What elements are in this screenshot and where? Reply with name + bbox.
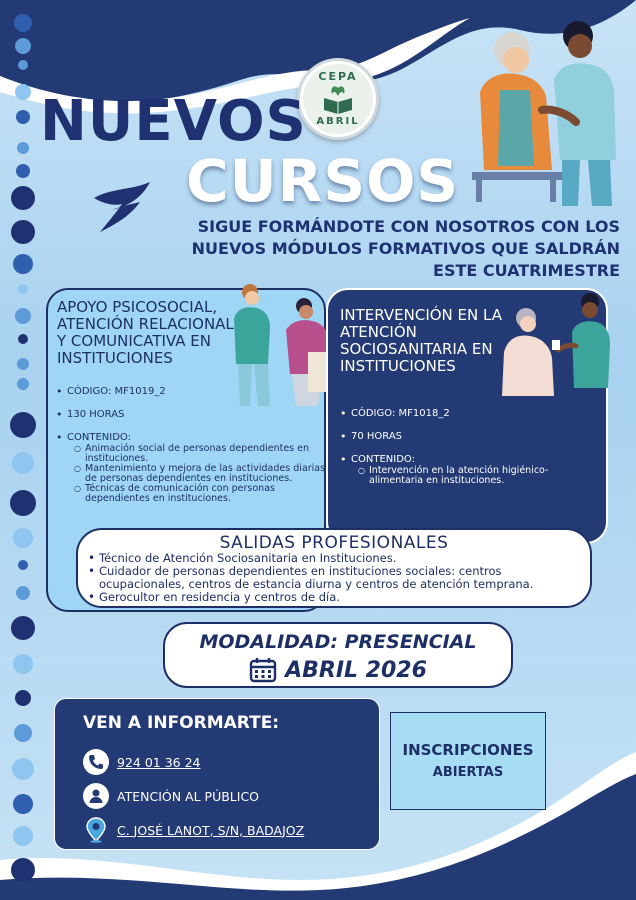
course-left-content [56, 432, 326, 504]
subtitle: SIGUE FORMÁNDOTE CON NOSOTROS CON LOS NUEVOS MÓDULOS FORMATIVOS QUE SALDRÁN ESTE CUATRIMESTRE [191, 217, 620, 280]
list-item: • Técnico de Atención Sociosanitaria en Instituciones. [88, 552, 586, 565]
caregiver-illustration [450, 10, 630, 210]
address-row[interactable] [83, 817, 304, 843]
calendar-icon [249, 657, 277, 683]
registration-status: ABIERTAS [432, 765, 504, 780]
list-item: • Gerocultor en residencia y centros de día. [88, 591, 586, 604]
contact-title: VEN A INFORMARTE: [83, 713, 280, 733]
attention-row [83, 783, 259, 809]
phone-number[interactable]: 924 01 36 24 [117, 754, 201, 770]
course-right-content [340, 454, 600, 486]
professional-outcomes-list [88, 552, 586, 604]
book-plant-icon [320, 84, 356, 114]
professional-outcomes-box [76, 528, 592, 608]
phone-row[interactable] [83, 749, 201, 775]
decorative-dot-column [10, 14, 40, 894]
course-left-hours: • 130 HORAS [56, 409, 326, 420]
professional-outcomes-title: SALIDAS PROFESIONALES [219, 533, 449, 553]
list-item: • Cuidador de personas dependientes en instituciones sociales: centros ocupacionales, centros de estancia diurna y centros de atención temprana. [88, 565, 586, 591]
title-line-1: NUEVOS [40, 89, 307, 154]
modality-box [163, 622, 513, 688]
list-item: ○ Técnicas de comunicación con personas dependientes en instituciones. [67, 484, 326, 504]
address-text[interactable]: C. JOSÉ LANOT, S/N, BADAJOZ [117, 822, 305, 838]
nurse-with-elderly-illustration [226, 282, 332, 412]
modality-label: MODALIDAD: PRESENCIAL [199, 631, 477, 653]
start-date: ABRIL 2026 [285, 657, 427, 683]
swoosh-decoration [92, 180, 162, 240]
list-item: ○ Mantenimiento y mejora de las actividades diarias de personas dependientes en instituciones. [67, 464, 326, 484]
course-right-content-list [351, 466, 600, 486]
course-left-title: APOYO PSICOSOCIAL, ATENCIÓN RELACIONAL Y COMUNICATIVA EN INSTITUCIONES [57, 298, 234, 367]
course-left-code: • CÓDIGO: MF1019_2 [56, 386, 326, 397]
course-left-content-label: CONTENIDO: [67, 432, 131, 443]
logo-top-text: CEPA [318, 70, 358, 83]
start-date-row [165, 657, 511, 683]
logo-bottom-text: ABRIL [316, 116, 360, 127]
attention-label: ATENCIÓN AL PÚBLICO [117, 788, 260, 804]
nurse-serving-patient-illustration [498, 292, 614, 400]
location-pin-icon [83, 817, 109, 843]
phone-icon [83, 749, 109, 775]
list-item: ○ Intervención en la atención higiénico-alimentaria en instituciones. [351, 466, 600, 486]
course-right-details [340, 408, 600, 498]
course-right-title: INTERVENCIÓN EN LA ATENCIÓN SOCIOSANITARIA EN INSTITUCIONES [340, 306, 502, 375]
course-right-code: • CÓDIGO: MF1018_2 [340, 408, 600, 419]
contact-info-box [54, 698, 380, 850]
list-item: ○ Animación social de personas dependientes en instituciones. [67, 444, 326, 464]
cepa-abril-logo [297, 58, 379, 140]
course-left-content-list [67, 444, 326, 504]
registration-label: INSCRIPCIONES [402, 741, 534, 759]
course-right-content-label: CONTENIDO: [351, 454, 415, 465]
registration-open-box [390, 712, 546, 810]
title-line-2: CURSOS [186, 147, 460, 215]
course-right-hours: • 70 HORAS [340, 431, 600, 442]
person-icon [83, 783, 109, 809]
